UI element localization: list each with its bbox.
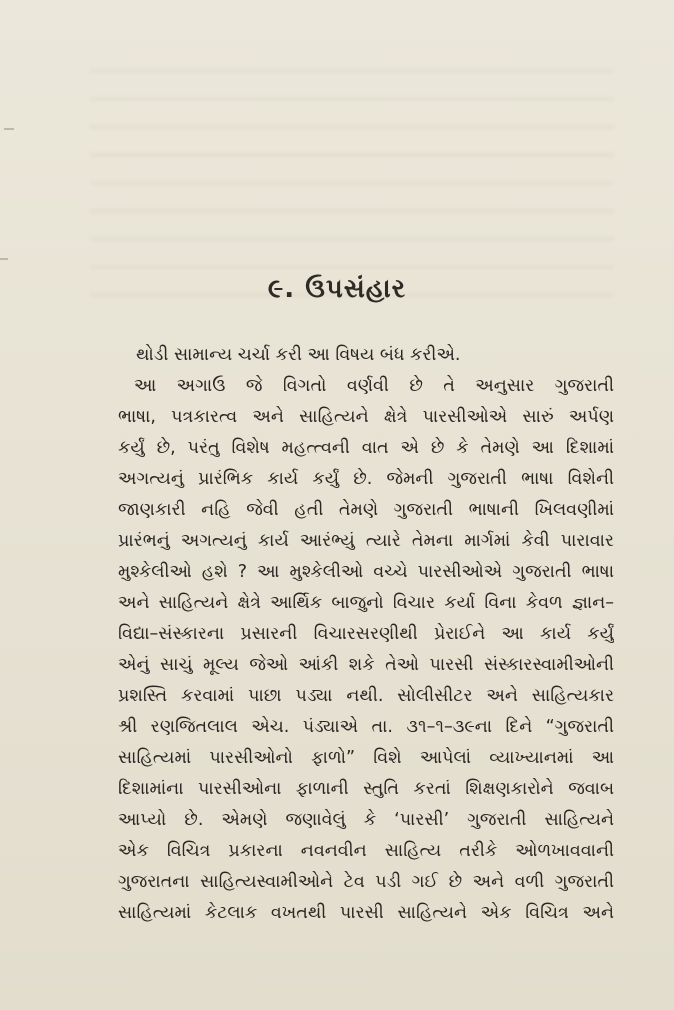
page-edge-mark-top <box>4 128 14 130</box>
text-line: કર્યું છે, પરંતુ વિશેષ મહત્ત્વની વાત એ છે કે તેમણે આ દિશામાં <box>118 438 614 458</box>
text-line: આપ્યો છે. એમણે જણાવેલું કે ‘પારસી’ ગુજરાતી સાહિત્યને <box>118 810 614 830</box>
text-line: સાહિત્યમાં પારસીઓનો ફાળો” વિશે આપેલાં વ્યાખ્યાનમાં આ <box>118 748 614 768</box>
text-line: એનું સાચું મૂલ્ય જેઓ આંકી શકે તેઓ પારસી સંસ્કારસ્વામીઓની <box>118 655 614 675</box>
body-text <box>118 340 614 929</box>
text-line: મુશ્કેલીઓ હશે ? આ મુશ્કેલીઓ વચ્ચે પારસીઓએ ગુજરાતી ભાષા <box>118 562 614 582</box>
text-line: ગુજરાતના સાહિત્યસ્વામીઓને ટેવ પડી ગઈ છે અને વળી ગુજરાતી <box>118 872 614 892</box>
chapter-title: ૯. ઉપસંહાર <box>267 274 407 304</box>
text-line: અને સાહિત્યને ક્ષેત્રે આર્થિક બાજુનો વિચાર કર્યા વિના કેવળ જ્ઞાન– <box>118 593 614 613</box>
text-line: થોડી સામાન્ય ચર્ચા કરી આ વિષય બંધ કરીએ. <box>136 345 461 365</box>
text-line: પ્રશસ્તિ કરવામાં પાછા પડ્યા નથી. સોલીસીટર અને સાહિત્યકાર <box>118 686 614 706</box>
text-line: શ્રી રણજિતલાલ એચ. પંડ્યાએ તા. ૩૧–૧–૩૯ના દિને “ગુજરાતી <box>118 717 614 737</box>
text-line: એક વિચિત્ર પ્રકારના નવનવીન સાહિત્ય તરીકે ઓળખાવવાની <box>118 841 614 861</box>
page-edge-mark-bottom <box>0 258 8 260</box>
text-line: સાહિત્યમાં કેટલાક વખતથી પારસી સાહિત્યને એક વિચિત્ર અને <box>118 903 614 923</box>
text-line: ભાષા, પત્રકારત્વ અને સાહિત્યને ક્ષેત્રે પારસીઓએ સારું અર્પણ <box>118 407 614 427</box>
text-line: પ્રારંભનું અગત્યનું કાર્ય આરંભ્યું ત્યારે તેમના માર્ગમાં કેવી પારાવાર <box>118 531 614 551</box>
text-line: દિશામાંના પારસીઓના ફાળાની સ્તુતિ કરતાં શિક્ષણકારોને જવાબ <box>118 779 614 799</box>
text-line: જાણકારી નહિ જેવી હતી તેમણે ગુજરાતી ભાષાની ખિલવણીમાં <box>118 500 614 520</box>
text-line: અગત્યનું પ્રારંભિક કાર્ય કર્યું છે. જેમની ગુજરાતી ભાષા વિશેની <box>118 469 614 489</box>
text-line: વિદ્યા–સંસ્કારના પ્રસારની વિચારસરણીથી પ્રેરાઈને આ કાર્ય કર્યું <box>118 624 614 644</box>
text-line: આ અગાઉ જે વિગતો વર્ણવી છે તે અનુસાર ગુજરાતી <box>134 376 614 396</box>
